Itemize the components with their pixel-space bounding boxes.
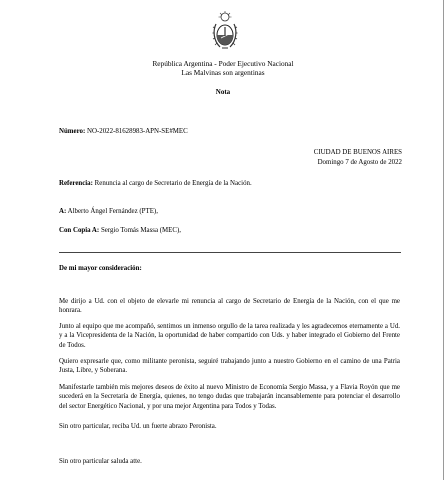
document-number-label: Número:	[59, 128, 86, 135]
letterhead-line-2: Las Malvinas son argentinas	[181, 68, 265, 78]
paragraph: Quiero expresarle que, como militante peronista, seguiré trabajando junto a nuestro Gobierno en el camino de una Patria Justa, Libre, y Soberana.	[59, 358, 400, 375]
document-number	[59, 127, 188, 136]
recipient-label: A:	[59, 208, 67, 215]
reference-value: Renuncia al cargo de Secretario de Energía de la Nación.	[94, 180, 252, 187]
place: CIUDAD DE BUENOS AIRES	[313, 149, 402, 156]
letterhead	[0, 59, 446, 78]
coat-of-arms-icon	[212, 10, 238, 52]
paragraph: Me dirijo a Ud. con el objeto de elevarle mi renuncia al cargo de Secretario de Energía de la Nación, con el que me honrara.	[59, 298, 400, 315]
document-type: Nota	[215, 88, 231, 96]
paragraph: Junto al equipo que me acompañó, sentimos un inmenso orgullo de la tarea realizada y les agradecemos eternamente a Ud. y a la Vicepresidenta de la Nación, la oportunidad de haber compartido con Uds. y haber integrado el Gobierno del Frente de Todos.	[59, 323, 400, 349]
divider	[59, 252, 401, 253]
copy-to-value: Sergio Tomás Massa (MEC),	[100, 227, 181, 234]
recipient-value: Alberto Ángel Fernández (PTE),	[67, 208, 158, 215]
reference	[59, 179, 252, 188]
salutation: De mi mayor consideración:	[59, 265, 142, 272]
closing: Sin otro particular saluda atte.	[59, 458, 142, 465]
recipient	[59, 207, 158, 216]
date: Domingo 7 de Agosto de 2022	[317, 159, 402, 166]
document-number-value: NO-2022-81628983-APN-SE#MEC	[87, 128, 188, 135]
copy-to	[59, 226, 181, 235]
paragraph: Manifestarle también mis mejores deseos de éxito al nuevo Ministro de Economía Sergio Massa, y a Flavia Royón que me sucederá en la Secretaría de Energía, quienes, no tengo dudas que trabajarán incansablemente para potenciar el desarrollo del sector Energético Nacional, y por una mejor Argentina para Todos y Todas.	[59, 384, 400, 410]
paragraph: Sin otro particular, reciba Ud. un fuerte abrazo Peronista.	[59, 423, 217, 430]
copy-to-label: Con Copia A:	[59, 227, 100, 234]
letterhead-line-1: República Argentina - Poder Ejecutivo Nacional	[152, 59, 294, 68]
reference-label: Referencia:	[59, 180, 93, 187]
